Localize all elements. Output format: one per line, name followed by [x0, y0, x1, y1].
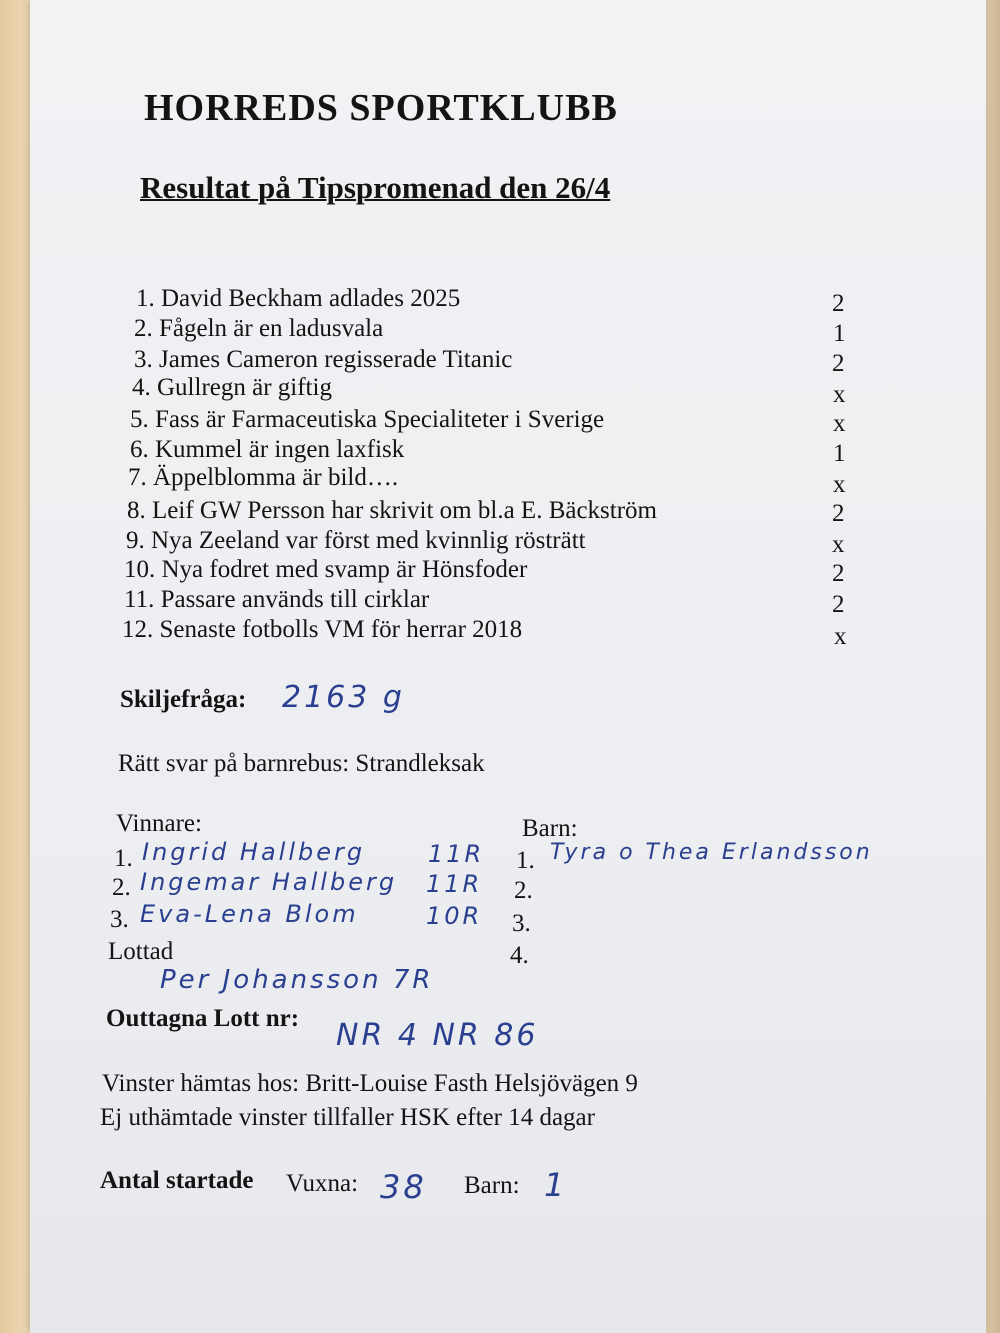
question-10: 10. Nya fodret med svamp är Hönsfoder [124, 556, 528, 583]
participants-label: Antal startade [100, 1167, 254, 1194]
paper-sheet [30, 0, 986, 1333]
child-1-prefix: 1. [516, 847, 535, 874]
answer-2: 1 [833, 320, 846, 347]
winner-3-score: 10R [426, 902, 483, 930]
winners-label: Vinnare: [116, 810, 202, 837]
lottad-winner: Per Johansson 7R [160, 965, 434, 995]
child-3-prefix: 3. [512, 910, 531, 937]
lottad-label: Lottad [108, 938, 174, 965]
winner-3-prefix: 3. [110, 906, 129, 933]
answer-1: 2 [832, 290, 845, 317]
question-11: 11. Passare används till cirklar [124, 586, 430, 613]
question-9: 9. Nya Zeeland var först med kvinnlig rösträtt [126, 527, 586, 554]
winner-2-name: Ingemar Hallberg [140, 868, 398, 896]
winner-3-name: Eva-Lena Blom [140, 900, 359, 928]
winner-1-prefix: 1. [114, 845, 133, 872]
table-surface-left [0, 0, 30, 1333]
answer-7: x [833, 471, 846, 498]
unclaimed-lottery-label: Outtagna Lott nr: [106, 1005, 300, 1032]
prize-pickup-info: Vinster hämtas hos: Britt-Louise Fasth Helsjövägen 9 [102, 1070, 638, 1097]
adults-label: Vuxna: [286, 1170, 359, 1197]
tiebreaker-label: Skiljefråga: [120, 686, 247, 713]
kids-label: Barn: [464, 1172, 520, 1199]
children-label: Barn: [522, 815, 578, 842]
question-8: 8. Leif GW Persson har skrivit om bl.a E. Bäckström [127, 497, 658, 524]
question-5: 5. Fass är Farmaceutiska Specialiteter i Sverige [130, 406, 605, 433]
answer-3: 2 [832, 350, 845, 377]
winner-1-name: Ingrid Hallberg [142, 838, 366, 866]
answer-12: x [834, 623, 847, 650]
tiebreaker-answer: 2163 g [282, 680, 405, 715]
prize-unclaimed-info: Ej uthämtade vinster tillfaller HSK efter 14 dagar [100, 1104, 595, 1131]
question-7: 7. Äppelblomma är bild…. [128, 464, 399, 491]
club-title: HORREDS SPORTKLUBB [144, 87, 618, 129]
child-4-prefix: 4. [510, 942, 529, 969]
winner-2-score: 11R [426, 870, 483, 898]
kids-rebus-answer: Rätt svar på barnrebus: Strandleksak [118, 750, 485, 777]
question-12: 12. Senaste fotbolls VM för herrar 2018 [122, 616, 523, 643]
child-1-name: Tyra o Thea Erlandsson [550, 840, 873, 865]
question-3: 3. James Cameron regisserade Titanic [134, 346, 513, 373]
answer-8: 2 [832, 500, 845, 527]
answer-5: x [833, 410, 846, 437]
question-4: 4. Gullregn är giftig [132, 374, 332, 401]
question-2: 2. Fågeln är en ladusvala [134, 315, 384, 342]
winner-2-prefix: 2. [112, 874, 131, 901]
kids-count: 1 [544, 1166, 568, 1204]
table-surface-right [986, 0, 1000, 1333]
winner-1-score: 11R [428, 840, 485, 868]
answer-4: x [833, 381, 846, 408]
answer-11: 2 [832, 591, 845, 618]
question-1: 1. David Beckham adlades 2025 [136, 285, 461, 312]
results-subtitle: Resultat på Tipspromenad den 26/4 [140, 170, 611, 205]
answer-10: 2 [832, 560, 845, 587]
answer-6: 1 [833, 440, 846, 467]
question-6: 6. Kummel är ingen laxfisk [130, 436, 405, 463]
adults-count: 38 [380, 1168, 427, 1206]
unclaimed-lottery-numbers: NR 4 NR 86 [336, 1018, 539, 1053]
child-2-prefix: 2. [514, 877, 533, 904]
answer-9: x [832, 531, 845, 558]
